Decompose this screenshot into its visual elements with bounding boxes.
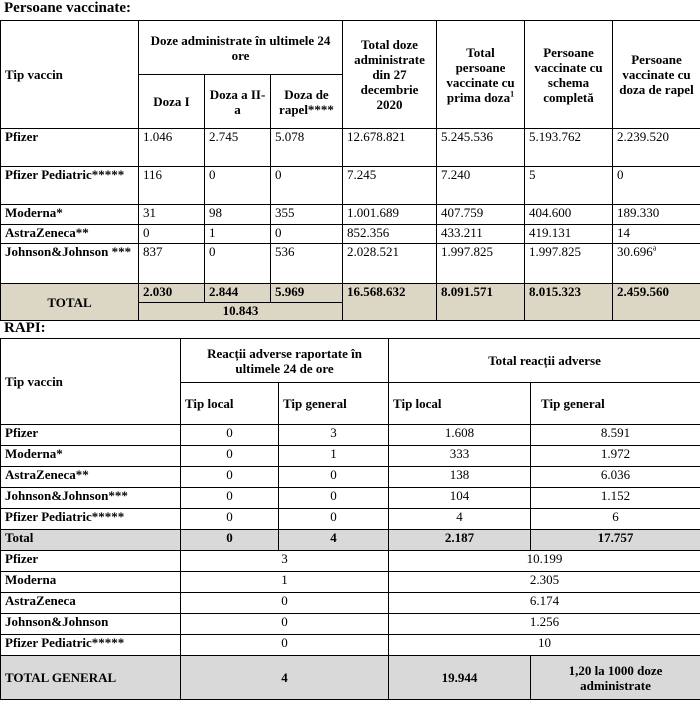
cell: 0 [181,467,279,488]
cell: 5.969 [271,284,343,303]
cell: 10 [389,635,700,656]
cell: 16.568.632 [343,284,437,321]
cell: 333 [389,446,531,467]
cell: 433.211 [437,225,525,244]
cell: 0 [181,509,279,530]
cell: 12.678.821 [343,129,437,167]
header-dose-1: Doza I [139,75,205,129]
header-full-schema: Persoane vaccinate cu schema completă [525,21,613,129]
grand-total-label: TOTAL GENERAL [1,656,181,700]
row-label: Pfizer Pediatric***** [1,167,139,205]
cell: 536 [271,244,343,284]
cell: 1 [181,572,389,593]
cell: 1.972 [531,446,700,467]
cell: 0 [279,509,389,530]
grand-total-row [1,656,700,700]
cell: 0 [181,593,389,614]
table-row [1,593,700,614]
row-label: Moderna* [1,446,181,467]
cell: 0 [205,244,271,284]
cell: 7.240 [437,167,525,205]
cell: 8.591 [531,425,700,446]
cell: 6.174 [389,593,700,614]
table-row [1,167,700,205]
row-label: Pfizer [1,425,181,446]
cell: 2.187 [389,530,531,551]
header-booster-24h: Doza de rapel**** [271,75,343,129]
cell: 2.459.560 [613,284,700,321]
cell: 0 [271,167,343,205]
table-row [1,509,700,530]
cell: 355 [271,205,343,225]
cell: 3 [181,551,389,572]
cell: 2.239.520 [613,129,700,167]
cell: 6 [531,509,700,530]
cell: 10.843 [139,303,343,321]
cell: 0 [181,488,279,509]
cell: 1.152 [531,488,700,509]
cell: 8.091.571 [437,284,525,321]
cell: 5.078 [271,129,343,167]
table-row [1,467,700,488]
row-label: Johnson&Johnson *** [1,244,139,284]
cell: 837 [139,244,205,284]
table-row [1,244,700,284]
cell: 4 [181,656,389,700]
cell: 0 [181,425,279,446]
cell: 3 [279,425,389,446]
table-row [1,551,700,572]
cell: 407.759 [437,205,525,225]
cell: 1.001.689 [343,205,437,225]
cell: 1.046 [139,129,205,167]
header-local-24h: Tip local [181,383,279,425]
cell: 1,20 la 1000 doze administrate [531,656,700,700]
cell: 1.997.825 [437,244,525,284]
cell: 2.030 [139,284,205,303]
row-label: Pfizer Pediatric***** [1,635,181,656]
cell: 5.245.536 [437,129,525,167]
cell: 10.199 [389,551,700,572]
row-label: AstraZeneca** [1,225,139,244]
row-label: Moderna [1,572,181,593]
table-row [1,446,700,467]
cell: 0 [279,467,389,488]
vaccinated-table [0,20,700,321]
cell: 0 [181,614,389,635]
vaccinated-heading: Persoane vaccinate: [4,0,132,16]
header-reactions-total: Total reacții adverse [389,339,700,383]
table-row [1,572,700,593]
header-total-doses: Total doze administrate din 27 decembrie 2020 [343,21,437,129]
cell: 138 [389,467,531,488]
table-row [1,205,700,225]
rapi-heading: RAPI: [4,320,46,336]
cell: 116 [139,167,205,205]
table-row [1,225,700,244]
cell: 17.757 [531,530,700,551]
cell: 31 [139,205,205,225]
cell: 98 [205,205,271,225]
cell: 1.997.825 [525,244,613,284]
cell: 1 [205,225,271,244]
header-tip-vaccin: Tip vaccin [1,21,139,129]
cell: 2.028.521 [343,244,437,284]
cell: 14 [613,225,700,244]
cell: 4 [279,530,389,551]
cell: 19.944 [389,656,531,700]
header-tip-vaccin-2: Tip vaccin [1,339,181,425]
row-label: Pfizer [1,129,139,167]
cell: 30.696$^a$ [613,244,700,284]
cell: 0 [181,446,279,467]
cell: 0 [181,530,279,551]
cell: 189.330 [613,205,700,225]
rapi-table [0,338,700,700]
cell: 0 [139,225,205,244]
header-first-dose: Total persoane vaccinate cu prima doza$^1$ [437,21,525,129]
cell: 0 [205,167,271,205]
cell: 6.036 [531,467,700,488]
cell: 0 [181,635,389,656]
cell: 104 [389,488,531,509]
total-row [1,284,700,303]
table-row [1,488,700,509]
table-row [1,425,700,446]
cell: 2.844 [205,284,271,303]
cell: 8.015.323 [525,284,613,321]
cell: 1.608 [389,425,531,446]
table-row [1,129,700,167]
cell: 419.131 [525,225,613,244]
cell: 5.193.762 [525,129,613,167]
cell: 0 [271,225,343,244]
row-label: Johnson&Johnson*** [1,488,181,509]
table-row [1,635,700,656]
row-label: AstraZeneca [1,593,181,614]
row-label: AstraZeneca** [1,467,181,488]
header-local-total: Tip local [389,383,531,425]
cell: 7.245 [343,167,437,205]
header-general-total: Tip general [531,383,700,425]
cell: 5 [525,167,613,205]
row-label: Pfizer Pediatric***** [1,509,181,530]
cell: 2.745 [205,129,271,167]
row-label: Moderna* [1,205,139,225]
cell: 2.305 [389,572,700,593]
cell: 0 [613,167,700,205]
total-label: TOTAL [1,284,139,321]
cell: 4 [389,509,531,530]
header-dose-2: Doza a II-a [205,75,271,129]
cell: 1 [279,446,389,467]
header-booster: Persoane vaccinate cu doza de rapel [613,21,700,129]
header-general-24h: Tip general [279,383,389,425]
row-label: Pfizer [1,551,181,572]
total-label: Total [1,530,181,551]
header-doses-24h: Doze administrate în ultimele 24 ore [139,21,343,75]
cell: 404.600 [525,205,613,225]
total-row [1,530,700,551]
header-reactions-24h: Reacții adverse raportate în ultimele 24 de ore [181,339,389,383]
cell: 1.256 [389,614,700,635]
row-label: Johnson&Johnson [1,614,181,635]
cell: 0 [279,488,389,509]
cell: 852.356 [343,225,437,244]
table-row [1,614,700,635]
